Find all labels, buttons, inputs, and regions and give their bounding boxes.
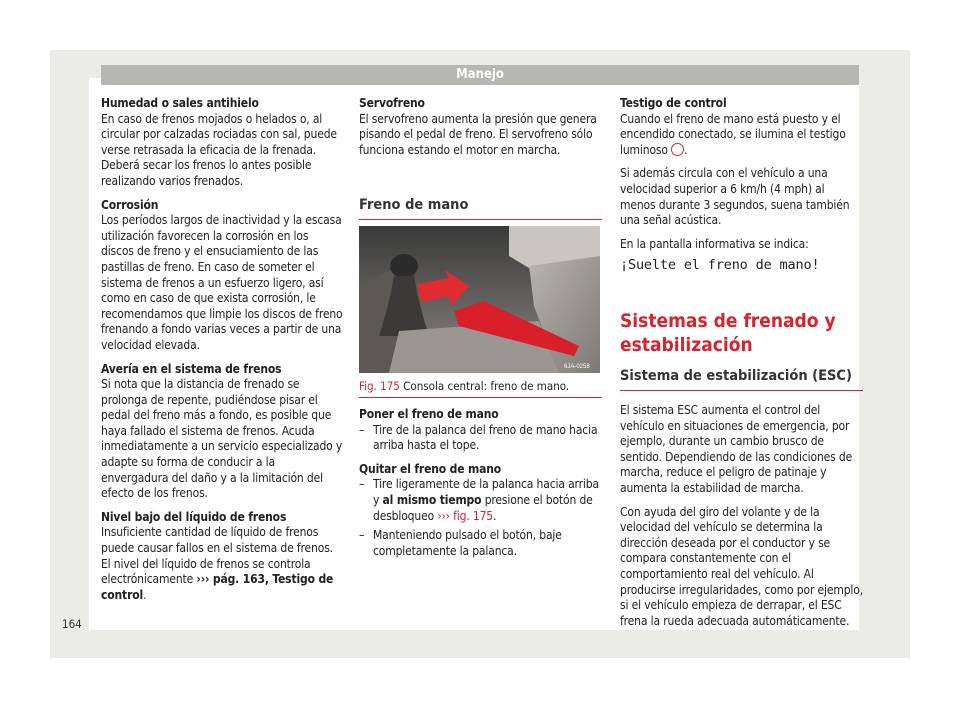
paragraph-corrosion: Los períodos largos de inactividad y la escasa utilización favorecen la corrosión en los discos de freno y el ensuciamiento de las pastillas de freno. En caso de someter el sistema de frenos a un esfuerzo ligero, así como en caso de que exista corrosión, le recomendamos que limpie los discos de freno frenando a fondo varias veces a partir de una velocidad elevada. <box>101 213 343 352</box>
paragraph-text: Insuficiente cantidad de líquido de frenos puede causar fallos en el sistema de frenos. El nivel del líquido de frenos se controla electrónicamente <box>101 525 333 587</box>
step-text: Manteniendo pulsado el botón, baje completamente la palanca. <box>373 528 562 558</box>
step-text-a: Tire ligeramente de la palanca hacia arriba y <box>373 477 599 507</box>
handbrake-illustration <box>359 226 600 373</box>
column-2-lower <box>359 407 602 559</box>
column-2 <box>359 96 602 158</box>
figure-reference-link[interactable]: ››› fig. 175 <box>437 508 494 523</box>
step-text: Tire de la palanca del freno de mano hacia arriba hasta el tope. <box>373 422 598 453</box>
heading-averia: Avería en el sistema de frenos <box>101 361 282 376</box>
dash-bullet: – <box>359 528 365 543</box>
paragraph-testigo: Cuando el freno de mano está puesto y el encendido conectado, se ilumina el testigo luminoso . <box>620 111 846 157</box>
heading-testigo: Testigo de control <box>620 96 727 110</box>
column-3 <box>620 96 863 274</box>
page-number: 164 <box>62 617 82 631</box>
chapter-title: Sistemas de frenado y estabilización <box>620 310 836 356</box>
paragraph-servofreno: El servofreno aumenta la presión que genera pisando el pedal de freno. El servofreno sólo funciona estando el motor en marcha. <box>359 111 597 157</box>
figure-caption-text: Consola central: freno de mano. <box>403 379 570 393</box>
paragraph-nivel-liquido <box>101 525 344 603</box>
step-item <box>359 423 602 454</box>
column-3-lower <box>620 403 863 629</box>
paragraph-esc-2: Con ayuda del giro del volante y de la velocidad del vehículo se determina la dirección deseada por el conductor y se compara constantemente con el comportamiento real del vehículo. Al producirse irregularidades, como por ejemplo, si el vehículo empieza de derrapar, el ESC frena la rueda adecuada automáticamente. <box>620 504 863 628</box>
dash-bullet: – <box>359 477 365 492</box>
figure-code: 6JA-0258 <box>564 364 590 370</box>
heading-nivel-liquido: Nivel bajo del líquido de frenos <box>101 509 287 524</box>
dash-bullet: – <box>359 422 365 437</box>
figure-number: Fig. 175 <box>359 379 400 393</box>
column-1 <box>101 96 344 603</box>
period: . <box>143 587 147 602</box>
running-header: Manejo <box>101 65 859 85</box>
step-text-c: presione el botón de desbloqueo <box>373 492 593 523</box>
paragraph-humedad: En caso de frenos mojados o helados o, al circular por calzadas rociadas con sal, puede verse retrasada la eficacia de la frenada. Deberá secar los frenos lo antes posible realizando varios frenados. <box>101 111 337 188</box>
brake-warning-icon <box>671 143 684 156</box>
step-text-bold: al mismo tiempo <box>382 492 482 507</box>
figure-handbrake-image <box>359 226 600 373</box>
heading-poner-freno: Poner el freno de mano <box>359 407 499 421</box>
step-item <box>359 528 602 559</box>
section-title-esc: Sistema de estabilización (ESC) <box>620 368 863 391</box>
heading-servofreno: Servofreno <box>359 96 425 110</box>
step-item <box>359 477 602 524</box>
paragraph-text: Cuando el freno de mano está puesto y el encendido conectado, se ilumina el testigo luminoso <box>620 111 846 157</box>
display-message: ¡Suelte el freno de mano! <box>620 257 820 274</box>
paragraph-esc-1: El sistema ESC aumenta el control del vehículo en situaciones de emergencia, por ejemplo, durante un cambio brusco de sentido. Dependiendo de las condiciones de marcha, reduce el peligro de patinaje y aumenta la estabilidad de marcha. <box>620 403 853 495</box>
paragraph-averia: Si nota que la distancia de frenado se prolonga de repente, pudiéndose pisar el pedal del freno más a fondo, es posible que haya fallado el sistema de frenos. Acuda inmediatamente a un servicio especializado y adapte su forma de conducir a la envergadura del daño y a la limitación del efecto de los frenos. <box>101 377 343 501</box>
heading-corrosion: Corrosión <box>101 197 159 212</box>
caption-divider <box>359 397 602 398</box>
heading-quitar-freno: Quitar el freno de mano <box>359 461 502 476</box>
cross-reference-link[interactable]: ››› pág. 163, Testigo de control <box>101 572 334 602</box>
section-title-freno-de-mano: Freno de mano <box>359 197 602 220</box>
figure-caption <box>359 379 602 393</box>
paragraph-pantalla: En la pantalla informativa se indica: <box>620 236 809 251</box>
paragraph-velocidad: Si además circula con el vehículo a una velocidad superior a 6 km/h (4 mph) al menos durante 3 segundos, suena también una señal acústica. <box>620 166 850 228</box>
step-text: Tire ligeramente de la palanca hacia arriba y al mismo tiempo presione el botón de desbloqueo ››› fig. 175. <box>373 477 599 523</box>
heading-humedad: Humedad o sales antihielo <box>101 96 259 110</box>
